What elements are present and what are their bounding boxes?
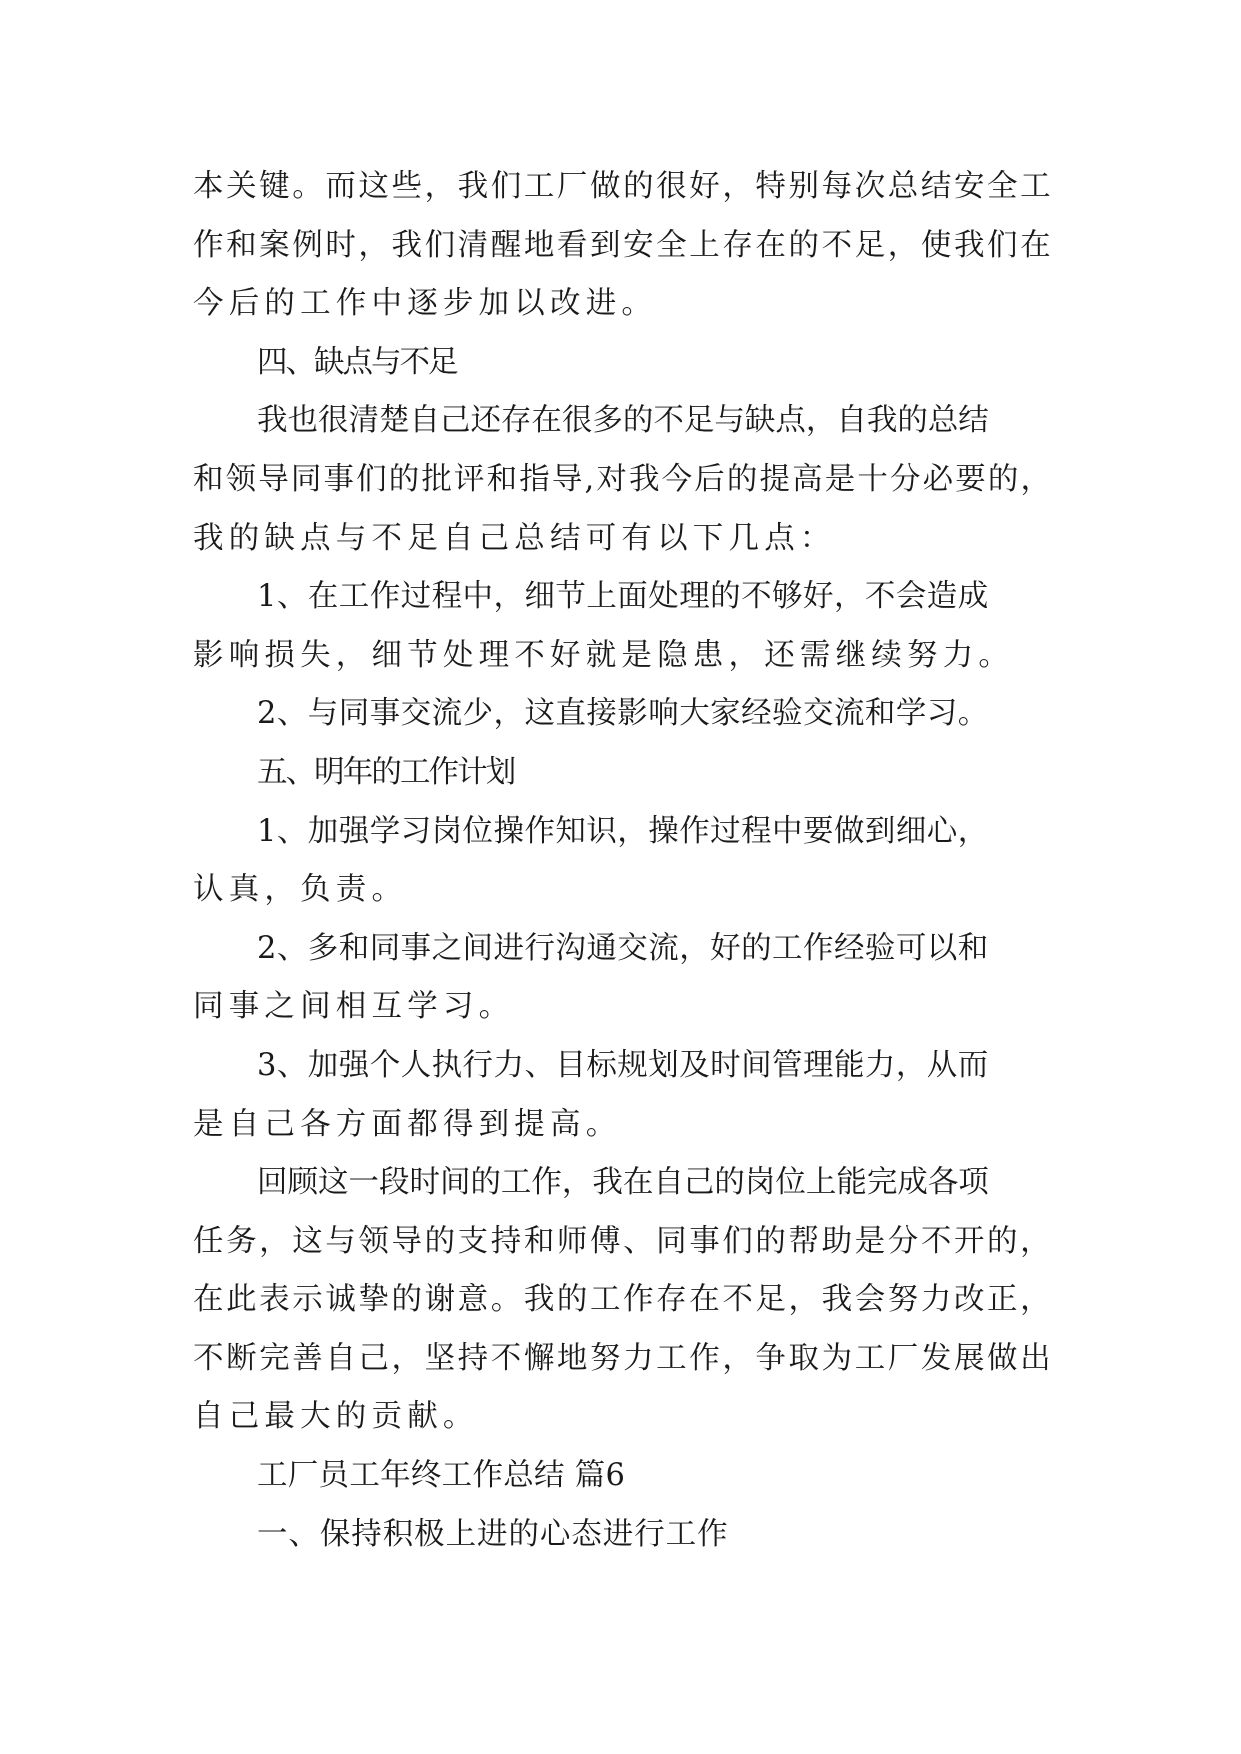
heading-text: 工厂员工年终工作总结 篇6 xyxy=(257,1458,626,1494)
text-line: 作和案例时，我们清醒地看到安全上存在的不足，使我们在 xyxy=(193,227,1054,263)
text-line: 今后的工作中逐步加以改进。 xyxy=(193,286,658,322)
section-heading-positive-attitude xyxy=(193,1506,1053,1565)
article-title xyxy=(193,1447,1053,1506)
list-item-plan-2 xyxy=(193,920,1053,1037)
text-line: 1、在工作过程中，细节上面处理的不够好，不会造成 xyxy=(257,579,989,615)
section-heading-shortcomings xyxy=(193,334,1053,393)
text-line: 不断完善自己，坚持不懈地努力工作，争取为工厂发展做出 xyxy=(193,1340,1054,1376)
paragraph-safety-conclusion xyxy=(193,158,1053,334)
text-line: 任务，这与领导的支持和师傅、同事们的帮助是分不开的， xyxy=(193,1223,1054,1259)
text-line: 在此表示诚挚的谢意。我的工作存在不足，我会努力改正， xyxy=(193,1282,1054,1318)
text-line: 3、加强个人执行力、目标规划及时间管理能力，从而 xyxy=(257,1047,989,1083)
heading-text: 四、缺点与不足 xyxy=(257,344,457,380)
text-line: 2、多和同事之间进行沟通交流，好的工作经验可以和 xyxy=(257,930,989,966)
paragraph-review xyxy=(193,1154,1053,1447)
paragraph-shortcomings-intro xyxy=(193,392,1053,568)
text-line: 2、与同事交流少，这直接影响大家经验交流和学习。 xyxy=(257,696,989,732)
list-item-plan-1 xyxy=(193,803,1053,920)
section-heading-next-year-plan xyxy=(193,744,1053,803)
text-line: 同事之间相互学习。 xyxy=(193,989,515,1025)
text-line: 自己最大的贡献。 xyxy=(193,1399,479,1435)
list-item-shortcoming-1 xyxy=(193,568,1053,685)
list-item-plan-3 xyxy=(193,1037,1053,1154)
list-item-shortcoming-2 xyxy=(193,685,1053,744)
document-body xyxy=(193,158,1053,1564)
text-line: 1、加强学习岗位操作知识，操作过程中要做到细心， xyxy=(257,813,989,849)
text-line: 回顾这一段时间的工作，我在自己的岗位上能完成各项 xyxy=(257,1165,989,1201)
text-line: 我的缺点与不足自己总结可有以下几点： xyxy=(193,520,836,556)
text-line: 我也很清楚自己还存在很多的不足与缺点，自我的总结 xyxy=(257,403,989,439)
text-line: 影响损失，细节处理不好就是隐患，还需继续努力。 xyxy=(193,637,1015,673)
text-line: 和领导同事们的批评和指导,对我今后的提高是十分必要的， xyxy=(193,461,1054,497)
text-line: 是自己各方面都得到提高。 xyxy=(193,1106,622,1142)
heading-text: 一、保持积极上进的心态进行工作 xyxy=(257,1516,729,1552)
heading-text: 五、明年的工作计划 xyxy=(257,754,515,790)
text-line: 认真，负责。 xyxy=(193,872,408,908)
text-line: 本关键。而这些，我们工厂做的很好，特别每次总结安全工 xyxy=(193,169,1054,204)
